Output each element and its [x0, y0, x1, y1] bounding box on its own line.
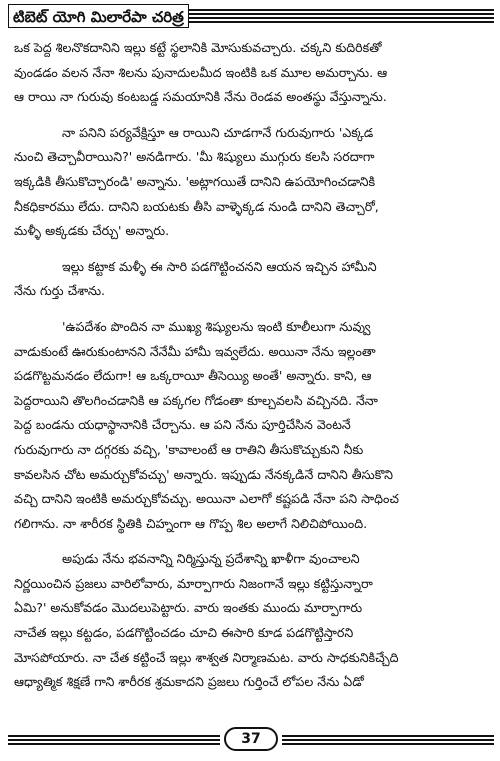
- text-line: నుంచి తెచ్చావీరాయిని?' అనడిగారు. 'మీ శిష్యులు ముగ్గురు కలసి సరదాగా: [14, 149, 375, 165]
- text-line: మళ్ళీ అక్కడకు చేర్చు' అన్నారు.: [14, 223, 170, 239]
- running-header: [8, 4, 494, 28]
- book-title: టిబెట్ యోగి మిలారేపా చరిత్ర: [8, 4, 189, 28]
- text-line: ఆ రాయి నా గురువు కంటబడ్డ సమయానికి నేను రెండవ అంతస్థు వేస్తున్నాను.: [14, 89, 387, 105]
- text-line: పడగొట్టమనడం లేదుగా! ఆ ఒక్కరాయీ తీసెయ్యి అంతే' అన్నారు. కాని, ఆ: [14, 368, 372, 384]
- text-line: నాచేత ఇల్లు కట్టడం, పడగొట్టించడం చూచి ఈసారి కూడ పడగొట్టిస్తారని: [14, 625, 354, 641]
- text-line: నేను గుర్తు చేశాను.: [14, 283, 106, 299]
- paragraph-1: [14, 36, 492, 110]
- header-rule: [188, 9, 494, 23]
- text-line: ఆధ్యాత్మిక శిక్షణే గాని శారీరక శ్రమకాదని ప్రజలు గుర్తించే లోపల నేను ఏడో: [14, 674, 364, 690]
- text-line: ఇల్లు కట్టాక మళ్ళీ ఈ సారి పడగొట్టించనని ఆయన ఇచ్చిన హామీని: [62, 258, 377, 274]
- paragraph-5: [14, 547, 492, 695]
- text-line: వచ్చి దానిని ఇంటికి అమర్చుకోవచ్చు. అయినా ఎలాగో కష్టపడి నేనా పని సాధించ: [14, 491, 399, 507]
- footer-rule-right: [282, 735, 494, 745]
- text-line: నీకధికారము లేదు. దానిని బయటకు తీసి వాళ్ళెక్కడ నుండి దానిని తెచ్చారో,: [14, 198, 379, 214]
- text-line: ఒక పెద్ద శిలనొకదానిని ఇల్లు కట్టే స్థలానికి మోసుకువచ్చారు. చక్కని కుదిరికతో: [14, 40, 382, 55]
- text-line: పెద్దరాయిని తొలగించడానికి ఆ పక్కగల గోడంతా కూల్చవలసి వచ్చినది. నేనా: [14, 392, 378, 408]
- paragraph-4: [14, 315, 492, 536]
- text-line: 'ఉపదేశం పొందిన నా ముఖ్య శిష్యులను ఇంటి కూలీలుగా నువ్వు: [62, 318, 371, 334]
- text-line: పెద్ద బండను యధాస్థానానికి చేర్చాను. ఆ పని నేను పూర్తిచేసిన వెంటనే: [14, 417, 351, 433]
- text-line: ఇక్కడికి తీసుకొచ్చారండి' అన్నాను. 'అట్లాగయితే దానిని ఉపయోగించడానికి: [14, 173, 376, 189]
- text-line: వాడుకుంటే ఊరుకుంటానని నేనేమీ హామీ ఇవ్వలేదు. అయినా నేను ఇల్లంతా: [14, 343, 376, 359]
- text-line: నిర్ణయించిన ప్రజలు వారిలోవారు, మార్పాగారు నిజంగానే ఇల్లు కట్టిస్తున్నారా: [14, 575, 373, 591]
- paragraph-2: [14, 121, 492, 244]
- page-footer: [8, 727, 494, 753]
- text-line: గలిగాను. నా శారీరక స్థితికి చిహ్నంగా ఆ గొప్ప శిల అలాగే నిలిచిపోయింది.: [14, 515, 368, 531]
- text-line: వుండడం వలన నేనా శిలను పునాదులమీద ఇంటికి ఒక మూల అమర్చాను. ఆ: [14, 64, 388, 80]
- footer-rule-left: [8, 735, 220, 745]
- text-line: కావలసిన చోట అమర్చుకోవచ్చు' అన్నారు. ఇప్పుడు నేనక్కడినే దానిని తీసుకొని: [14, 466, 394, 482]
- paragraph-3: [14, 255, 492, 304]
- body-text: [14, 36, 492, 706]
- text-line: మోసపోయారు. నా చేత కట్టించే ఇల్లు శాశ్వత నిర్మాణమట. వారు సాధకునికిచ్చేది: [14, 649, 399, 665]
- page-number: 37: [224, 727, 278, 751]
- text-line: అపుడు నేను భవనాన్ని నిర్మిస్తున్న ప్రదేశాన్ని ఖాళీగా వుంచాలని: [62, 551, 360, 567]
- text-line: నా పనిని పర్యవేక్షిస్తూ ఆ రాయిని చూడగానే గురువుగారు 'ఎక్కడ: [62, 124, 374, 140]
- text-line: గురువుగారు నా దగ్గరకు వచ్చి, 'కావాలంటే ఆ రాతిని తీసుకొచ్చుకుని నీకు: [14, 441, 364, 457]
- text-line: ఏమి?' అనుకోవడం మొదలుపెట్టారు. వారు ఇంతకు ముందు మార్పాగారు: [14, 600, 363, 616]
